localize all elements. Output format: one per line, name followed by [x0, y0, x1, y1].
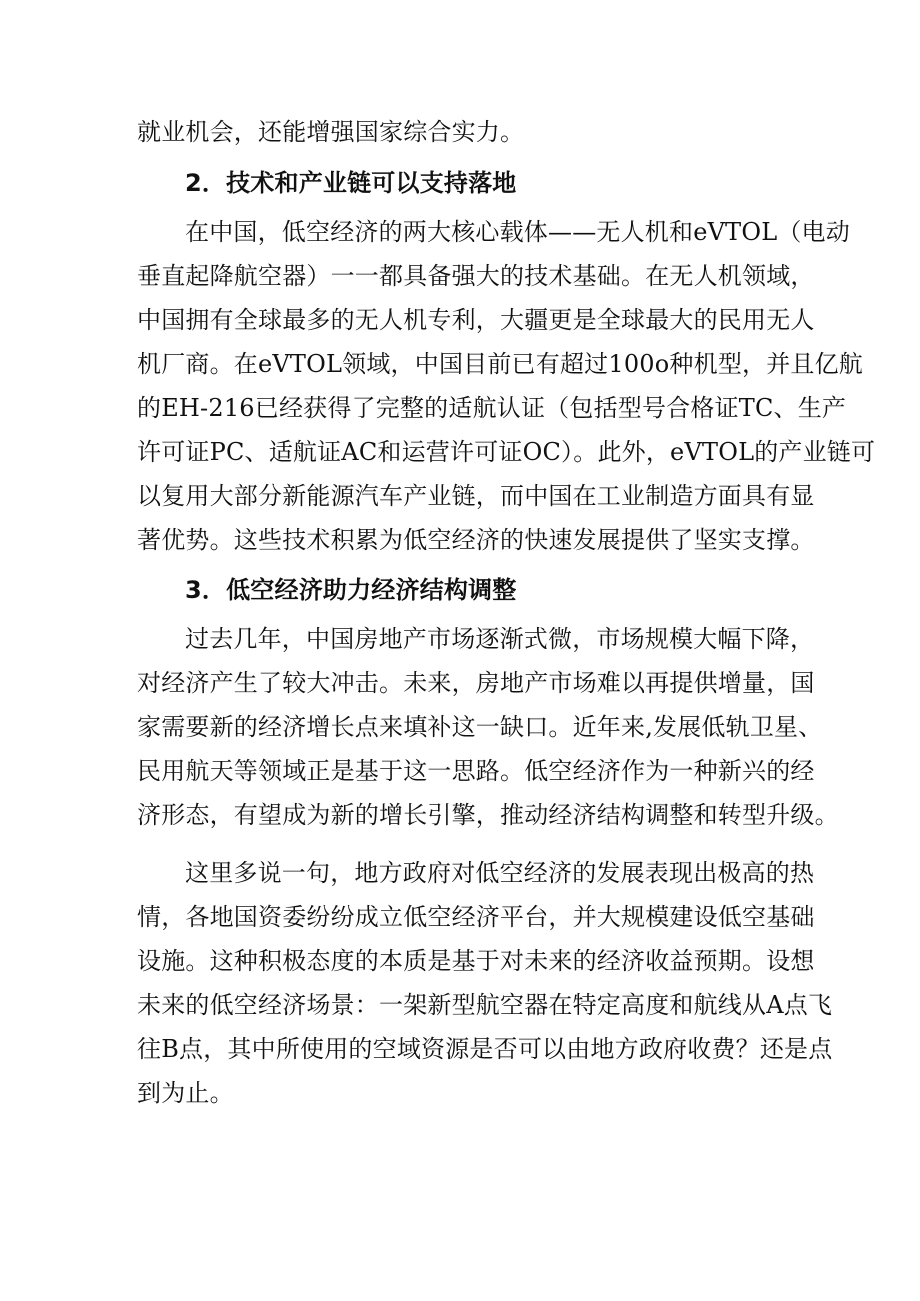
text-line: 著优势。这些技术积累为低空经济的快速发展提供了坚实支撑。	[137, 526, 815, 554]
text-line: 就业机会，还能增强国家综合实力。	[137, 118, 525, 146]
text-line: 情，各地国资委纷纷成立低空经济平台，并大规模建设低空基础	[137, 903, 815, 931]
text-line: 许可证PC、适航证AC和运营许可证OC）。此外，eVTOL的产业链可	[137, 438, 876, 466]
text-line: 济形态，有望成为新的增长引擎，推动经济结构调整和转型升级。	[137, 801, 839, 829]
text-line: 往B点，其中所使用的空域资源是否可以由地方政府收费？还是点	[137, 1035, 833, 1063]
text-line: 过去几年，中国房地产市场逐渐式微，市场规模大幅下降，	[185, 625, 815, 653]
text-line: 的EH-216已经获得了完整的适航认证（包括型号合格证TC、生产	[137, 394, 847, 422]
text-line: 这里多说一句，地方政府对低空经济的发展表现出极高的热	[185, 859, 815, 887]
text-line: 对经济产生了较大冲击。未来，房地产市场难以再提供增量，国	[137, 669, 815, 697]
text-line: 以复用大部分新能源汽车产业链，而中国在工业制造方面具有显	[137, 482, 815, 510]
text-line: 到为止。	[137, 1079, 234, 1107]
text-line: 机厂商。在eVTOL领域，中国目前已有超过100o种机型，并且亿航	[137, 350, 864, 378]
section-heading-2: 2．技术和产业链可以支持落地	[185, 169, 517, 197]
text-line: 垂直起降航空器）一一都具备强大的技术基础。在无人机领域，	[137, 262, 815, 290]
text-line: 在中国，低空经济的两大核心载体——无人机和eVTOL（电动	[185, 218, 850, 246]
text-line: 家需要新的经济增长点来填补这一缺口。近年来,发展低轨卫星、	[137, 713, 823, 741]
text-line: 设施。这种积极态度的本质是基于对未来的经济收益预期。设想	[137, 947, 815, 975]
text-line: 未来的低空经济场景：一架新型航空器在特定高度和航线从A点飞	[137, 991, 833, 1019]
text-line: 中国拥有全球最多的无人机专利，大疆更是全球最大的民用无人	[137, 306, 815, 334]
section-heading-3: 3．低空经济助力经济结构调整	[185, 576, 517, 604]
text-line: 民用航天等领域正是基于这一思路。低空经济作为一种新兴的经	[137, 757, 815, 785]
